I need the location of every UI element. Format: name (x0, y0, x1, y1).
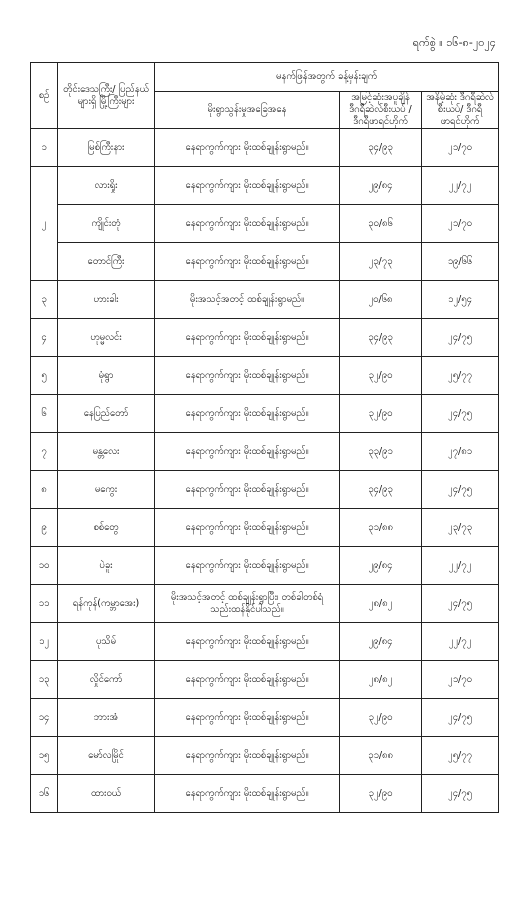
row-condition: နေရာကွက်ကျား မိုးထစ်ချုန်းရွာမည်။ (155, 737, 340, 775)
row-town: နေပြည်တော် (58, 395, 155, 433)
header-forecast-group: မနက်ဖြန်အတွက် ခန့်မှန်းချက် (155, 63, 499, 92)
row-max-temp: ၃၂/၉၀ (340, 395, 422, 433)
row-town: ပုသိမ် (58, 623, 155, 661)
table-row (31, 243, 499, 281)
row-max-temp: ၃၀/၈၆ (340, 205, 422, 243)
row-serial-no: ၄ (31, 319, 58, 357)
row-serial-no: ၃ (31, 281, 58, 319)
row-town: စစ်တွေ (58, 509, 155, 547)
row-town: မကွေး (58, 471, 155, 509)
row-max-temp: ၃၄/၉၃ (340, 319, 422, 357)
row-serial-no: ၁၀ (31, 547, 58, 585)
header-serial-no: စဉ် (31, 63, 58, 129)
row-min-temp: ၂၁/၇၀ (422, 661, 499, 699)
row-max-temp: ၃၂/၉၀ (340, 699, 422, 737)
row-serial-no: ၈ (31, 471, 58, 509)
row-condition: နေရာကွက်ကျား မိုးထစ်ချုန်းရွာမည်။ (155, 167, 340, 205)
table-row (31, 661, 499, 699)
row-serial-no: ၆ (31, 395, 58, 433)
row-town: တောင်ကြီး (58, 243, 155, 281)
row-condition: နေရာကွက်ကျား မိုးထစ်ချုန်းရွာမည်။ (155, 395, 340, 433)
row-serial-no: ၁၅ (31, 737, 58, 775)
row-condition: နေရာကွက်ကျား မိုးထစ်ချုန်းရွာမည်။ (155, 243, 340, 281)
row-condition: နေရာကွက်ကျား မိုးထစ်ချုန်းရွာမည်။ (155, 129, 340, 167)
row-max-temp: ၂၈/၈၂ (340, 585, 422, 623)
row-condition: နေရာကွက်ကျား မိုးထစ်ချုန်းရွာမည်။ (155, 471, 340, 509)
row-max-temp: ၃၃/၉၁ (340, 433, 422, 471)
table-row (31, 129, 499, 167)
row-max-temp: ၃၂/၉၀ (340, 357, 422, 395)
row-max-temp: ၂၉/၈၄ (340, 167, 422, 205)
table-row (31, 737, 499, 775)
row-serial-no: ၁၄ (31, 699, 58, 737)
table-row (31, 433, 499, 471)
row-max-temp: ၃၄/၉၃ (340, 471, 422, 509)
row-max-temp: ၂၉/၈၄ (340, 547, 422, 585)
row-max-temp: ၂၃/၇၃ (340, 243, 422, 281)
row-town: ဘားအံ (58, 699, 155, 737)
row-town: မန္တလေး (58, 433, 155, 471)
row-min-temp: ၂၂/၇၂ (422, 167, 499, 205)
row-condition: နေရာကွက်ကျား မိုးထစ်ချုန်းရွာမည်။ (155, 509, 340, 547)
row-condition: နေရာကွက်ကျား မိုးထစ်ချုန်းရွာမည်။ (155, 775, 340, 813)
row-min-temp: ၂၁/၇၀ (422, 205, 499, 243)
row-max-temp: ၃၄/၉၃ (340, 129, 422, 167)
row-min-temp: ၁၉/၆၆ (422, 243, 499, 281)
forecast-table (30, 62, 499, 813)
row-condition: နေရာကွက်ကျား မိုးထစ်ချုန်းရွာမည်။ (155, 205, 340, 243)
table-row (31, 509, 499, 547)
row-serial-no: ၉ (31, 509, 58, 547)
row-serial-no: ၁၁ (31, 585, 58, 623)
row-serial-no: ၇ (31, 433, 58, 471)
row-min-temp: ၂၅/၇၇ (422, 737, 499, 775)
row-town: ဟုမ္မလင်း (58, 319, 155, 357)
table-row (31, 699, 499, 737)
header-max-temp: အမြင့်ဆုံးအပူချိန် ဒီဂရီဆဲလ်စီးယပ် /ဒီဂရီဖာရင်ဟိုက် (340, 92, 422, 129)
row-town: မြစ်ကြီးနား (58, 129, 155, 167)
row-town: ထားဝယ် (58, 775, 155, 813)
row-max-temp: ၂၉/၈၄ (340, 623, 422, 661)
row-condition: နေရာကွက်ကျား မိုးထစ်ချုန်းရွာမည်။ (155, 661, 340, 699)
row-town: ပဲခူး (58, 547, 155, 585)
row-town: မော်လမြိုင် (58, 737, 155, 775)
row-condition: နေရာကွက်ကျား မိုးထစ်ချုန်းရွာမည်။ (155, 547, 340, 585)
table-row (31, 775, 499, 813)
row-min-temp: ၂၃/၇၃ (422, 509, 499, 547)
row-min-temp: ၁၂/၅၄ (422, 281, 499, 319)
row-town: ရန်ကုန်(ကမ္ဘာအေး) (58, 585, 155, 623)
row-serial-no: ၂ (31, 167, 58, 281)
row-serial-no: ၁၆ (31, 775, 58, 813)
row-town: လှိုင်ကော် (58, 661, 155, 699)
row-condition: နေရာကွက်ကျား မိုးထစ်ချုန်းရွာမည်။ (155, 357, 340, 395)
row-min-temp: ၂၄/၇၅ (422, 395, 499, 433)
row-min-temp: ၂၄/၇၅ (422, 319, 499, 357)
row-min-temp: ၂၂/၇၂ (422, 623, 499, 661)
table-row (31, 281, 499, 319)
header-town: တိုင်းဒေသကြီး/ ပြည်နယ်များရှိ မြို့ကြီးများ (58, 63, 155, 129)
table-row (31, 167, 499, 205)
row-serial-no: ၅ (31, 357, 58, 395)
table-row (31, 205, 499, 243)
row-min-temp: ၂၄/၇၅ (422, 699, 499, 737)
row-max-temp: ၂၈/၈၂ (340, 661, 422, 699)
row-min-temp: ၂၄/၇၅ (422, 585, 499, 623)
table-row (31, 547, 499, 585)
row-min-temp: ၂၇/၈၁ (422, 433, 499, 471)
row-serial-no: ၁၂ (31, 623, 58, 661)
table-row (31, 623, 499, 661)
row-condition: နေရာကွက်ကျား မိုးထစ်ချုန်းရွာမည်။ (155, 319, 340, 357)
row-min-temp: ၂၅/၇၇ (422, 357, 499, 395)
row-condition: နေရာကွက်ကျား မိုးထစ်ချုန်းရွာမည်။ (155, 699, 340, 737)
row-town: လားရှိုး (58, 167, 155, 205)
row-condition: မိုးအသင့်အတင့် ထစ်ချုန်းရွာမည်။ (155, 281, 340, 319)
row-max-temp: ၃၂/၉၀ (340, 775, 422, 813)
row-town: ကျိုင်းတုံ (58, 205, 155, 243)
row-min-temp: ၂၄/၇၅ (422, 775, 499, 813)
table-row (31, 395, 499, 433)
row-serial-no: ၁၃ (31, 661, 58, 699)
row-serial-no: ၁ (31, 129, 58, 167)
row-min-temp: ၂၁/၇၀ (422, 129, 499, 167)
row-min-temp: ၂၂/၇၂ (422, 547, 499, 585)
row-town: ဟားခါး (58, 281, 155, 319)
row-condition: နေရာကွက်ကျား မိုးထစ်ချုန်းရွာမည်။ (155, 623, 340, 661)
table-row (31, 585, 499, 623)
document-date: ရက်စွဲ ။ ၁၆-၈-၂၀၂၄ (412, 36, 496, 49)
row-town: မုံရွာ (58, 357, 155, 395)
header-min-temp: အနိမ့်ဆုံး ဒီဂရီဆဲလ်စီးယပ်/ ဒီဂရီဖာရင်ဟိုက် (422, 92, 499, 129)
row-min-temp: ၂၄/၇၅ (422, 471, 499, 509)
row-max-temp: ၃၁/၈၈ (340, 509, 422, 547)
row-max-temp: ၃၁/၈၈ (340, 737, 422, 775)
row-max-temp: ၂၀/၆၈ (340, 281, 422, 319)
row-condition: မိုးအသင့်အတင့် ထစ်ချုန်းရွာပြီး၊ တစ်ခါတစ်ရံသည်းထန်နိုင်ပါသည်။ (155, 585, 340, 623)
header-rain-condition: မိုးရွာသွန်းမှုအခြေအနေ (155, 92, 340, 129)
table-row (31, 471, 499, 509)
table-row (31, 357, 499, 395)
table-row (31, 319, 499, 357)
row-condition: နေရာကွက်ကျား မိုးထစ်ချုန်းရွာမည်။ (155, 433, 340, 471)
